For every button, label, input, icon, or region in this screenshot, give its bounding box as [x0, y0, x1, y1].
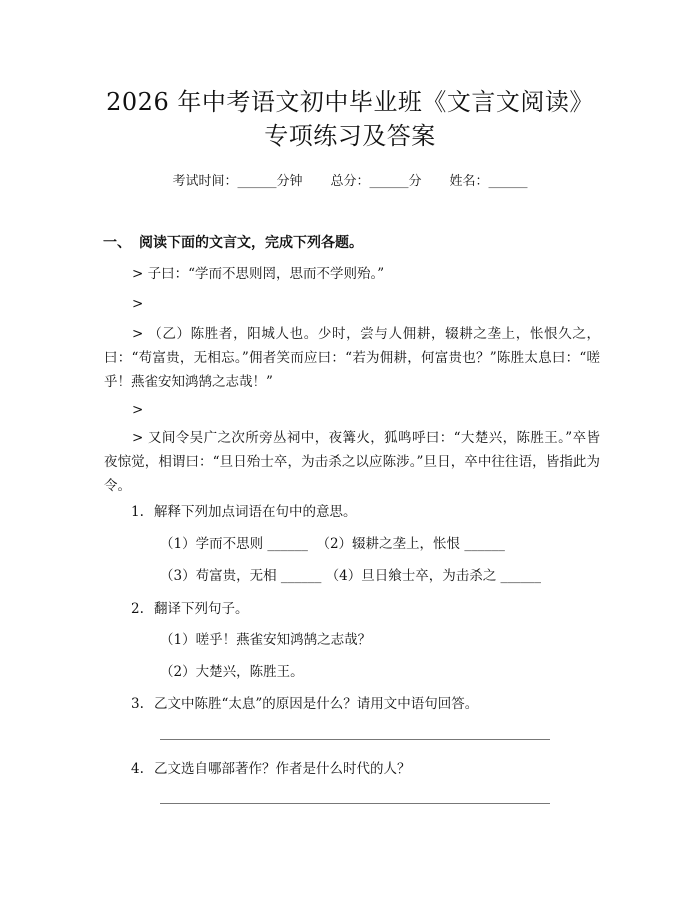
document-title-line1: 2026 年中考语文初中毕业班《文言文阅读》: [106, 88, 594, 116]
score-label: 总分：: [330, 174, 370, 189]
question-1-items-a: （1）学而不思则 ______ （2）辍耕之垄上，怅恨 ______: [160, 536, 505, 552]
answer-line[interactable]: [160, 803, 550, 804]
question-text: 翻译下列句子。: [154, 601, 249, 617]
question-2: [131, 599, 249, 619]
time-blank: ______: [237, 174, 277, 189]
answer-line[interactable]: [160, 739, 550, 740]
question-2-item-1: （1）嗟乎！燕雀安知鸿鹄之志哉？: [160, 632, 372, 648]
passage-paragraph: > （乙）陈胜者，阳城人也。少时，尝与人佣耕，辍耕之垄上，怅恨久之，曰：“苟富贵，无相忘。”佣者笑而应曰：“若为佣耕，何富贵也？”陈胜太息曰：“嗟乎！燕雀安知鸿鹄之志哉！”: [104, 326, 600, 390]
exam-meta: [0, 170, 700, 189]
question-4: [131, 759, 411, 779]
name-blank: ______: [488, 174, 528, 189]
section-number: 一、: [103, 235, 131, 251]
document-title-line2: 专项练习及答案: [264, 122, 436, 150]
question-2-item-2: （2）大楚兴，陈胜王。: [160, 664, 304, 680]
score-unit: 分: [408, 174, 422, 189]
section-title: 阅读下面的文言文，完成下列各题。: [139, 235, 363, 251]
question-number: 2.: [131, 601, 144, 617]
passage-paragraph: > 又间令吴广之次所旁丛祠中，夜篝火，狐鸣呼曰：“大楚兴，陈胜王。”卒皆夜惊觉，相谓曰：“旦日殆士卒，为击杀之以应陈涉。”旦日，卒中往往语，皆指此为令。: [104, 430, 600, 494]
question-1: [131, 502, 357, 522]
question-1-items-b: （3）苟富贵，无相 ______ （4）旦日飨士卒，为击杀之 ______: [160, 568, 542, 584]
question-number: 1.: [131, 504, 144, 520]
question-text: 乙文选自哪部著作？作者是什么时代的人？: [154, 761, 411, 777]
passage-paragraph: >: [132, 402, 144, 418]
question-number: 4.: [131, 761, 144, 777]
section-heading: [103, 232, 363, 252]
passage-paragraph: > 子曰：“学而不思则罔，思而不学则殆。”: [132, 266, 385, 282]
question-text: 乙文中陈胜“太息”的原因是什么？请用文中语句回答。: [154, 696, 479, 712]
passage-paragraph: >: [132, 296, 144, 312]
time-unit: 分钟: [276, 174, 303, 189]
score-blank: ______: [369, 174, 409, 189]
question-text: 解释下列加点词语在句中的意思。: [154, 504, 357, 520]
time-label: 考试时间：: [172, 174, 238, 189]
question-3: [131, 694, 478, 714]
question-number: 3.: [131, 696, 144, 712]
name-label: 姓名：: [449, 174, 489, 189]
